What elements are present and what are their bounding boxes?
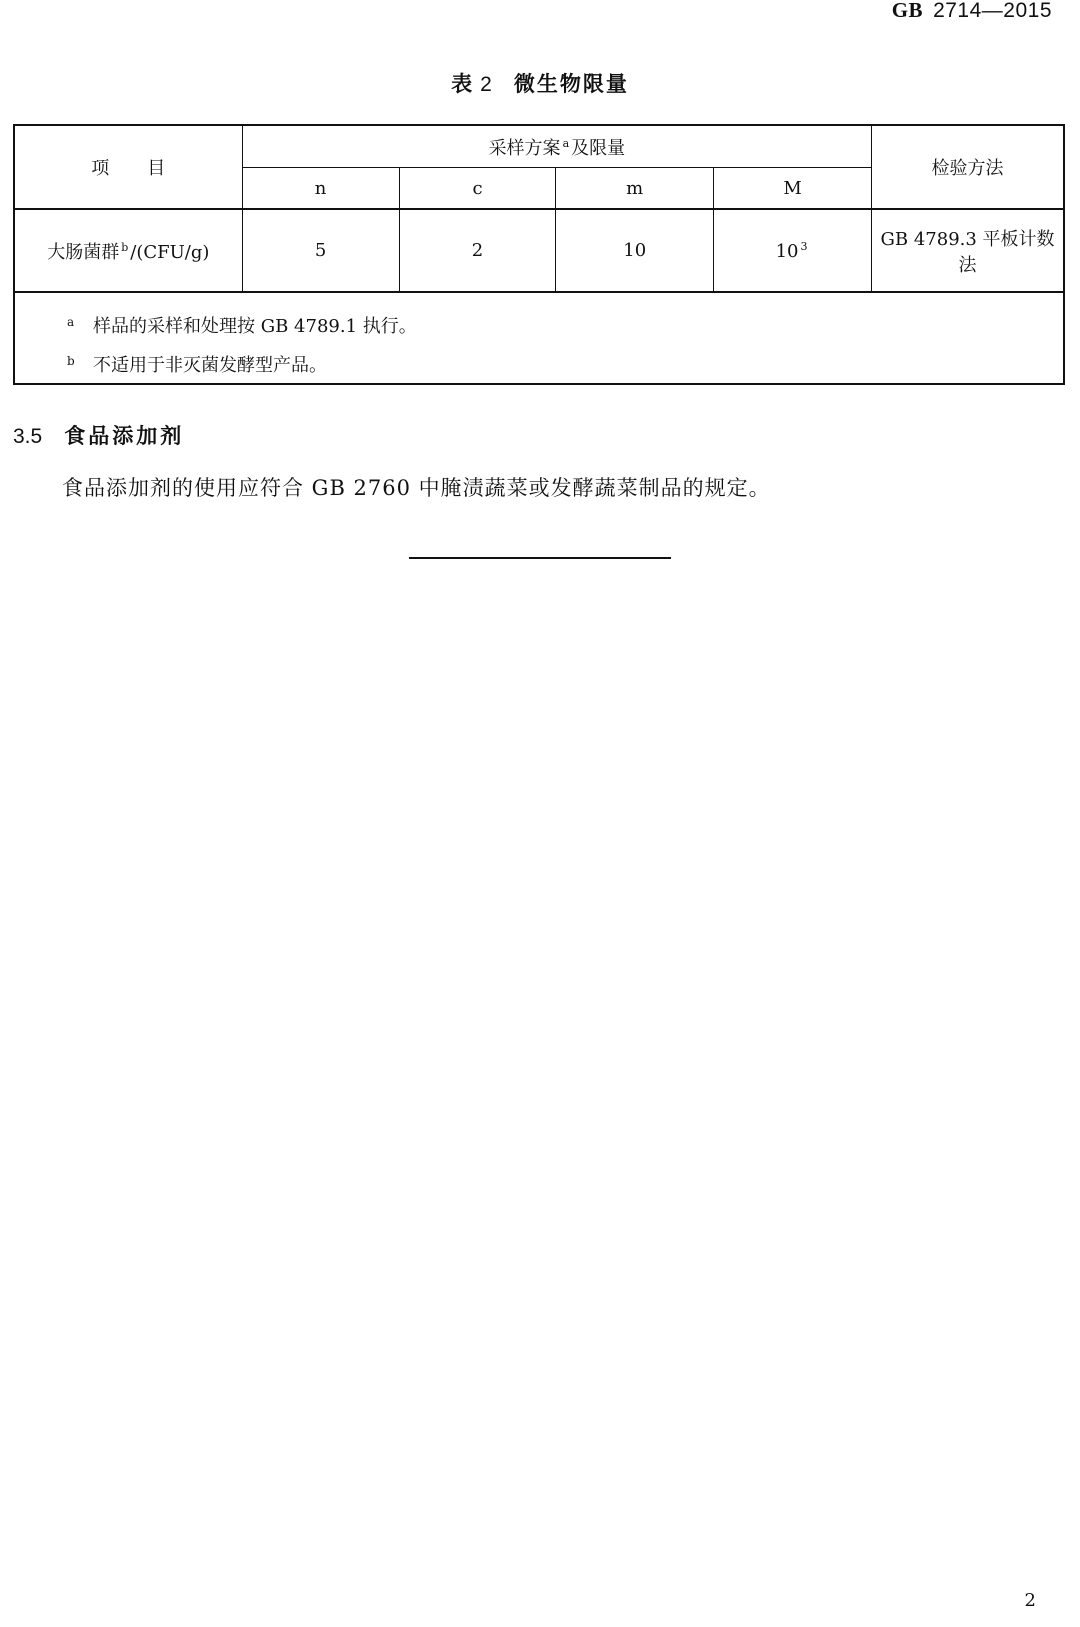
header-sampling-label: 采样方案 [488,137,561,159]
table-title-text: 微生物限量 [513,72,629,96]
section-number: 3.5 [13,425,43,448]
table-note [67,305,1063,344]
table-title-number: 2 [480,73,494,96]
table-title [0,68,1080,98]
note-mark: a [67,315,75,329]
cell-M [713,209,871,292]
note-mark: b [67,354,75,368]
header-sampling-suffix: 及限量 [571,137,626,159]
cell-item-footnote-mark: b [121,240,129,254]
table-notes-row [14,292,1064,384]
header-item: 项目 [14,125,242,209]
standard-number: 2714—2015 [933,0,1052,22]
header-method: 检验方法 [872,125,1064,209]
cell-M-base: 10 [775,240,799,262]
section-paragraph: 食品添加剂的使用应符合 GB 2760 中腌渍蔬菜或发酵蔬菜制品的规定。 [62,476,771,500]
page-number: 2 [1024,1590,1036,1611]
standard-header [892,0,1052,23]
subheader-m: m [556,168,714,210]
cell-item [14,209,242,292]
header-sampling-footnote-mark: a [562,136,570,150]
cell-item-unit: /(CFU/g) [130,241,210,263]
note-text: 不适用于非灭菌发酵型产品。 [93,355,327,376]
cell-n: 5 [242,209,399,292]
table-notes [14,292,1064,384]
microbial-limits-table [13,124,1065,385]
cell-M-exponent: 3 [800,239,808,253]
subheader-n: n [242,168,399,210]
table-title-prefix: 表 [451,72,475,96]
table-header-row [14,125,1064,168]
section-heading [13,420,184,450]
header-sampling-plan [242,125,872,168]
section-title: 食品添加剂 [64,424,185,448]
standard-prefix: GB [891,0,924,22]
subheader-c: c [399,168,556,210]
subheader-M: M [713,168,871,210]
table-note [67,344,1063,383]
cell-m: 10 [556,209,714,292]
table-row [14,209,1064,292]
end-rule [409,557,671,559]
cell-method: GB 4789.3 平板计数法 [872,209,1064,292]
cell-item-name: 大肠菌群 [47,241,120,263]
cell-c: 2 [399,209,556,292]
note-text: 样品的采样和处理按 GB 4789.1 执行。 [93,316,417,337]
